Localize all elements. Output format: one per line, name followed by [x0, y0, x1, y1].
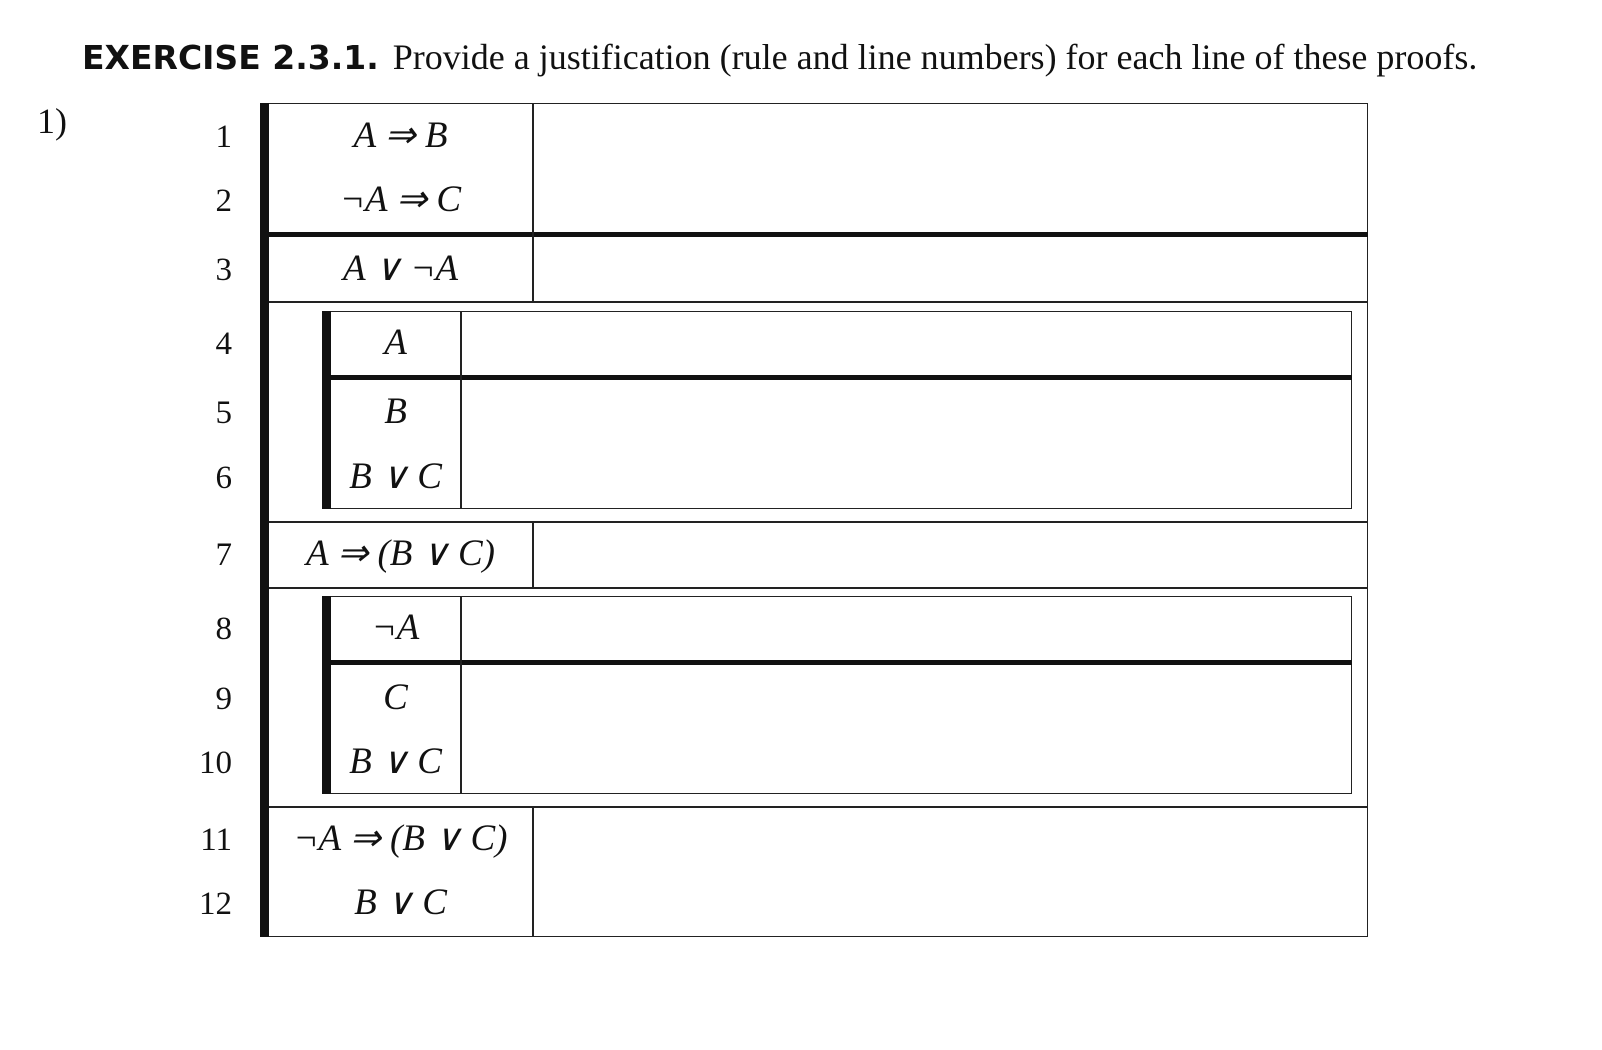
line-number: 3 [215, 252, 232, 288]
column-divider-top [532, 103, 534, 301]
formula-cell: B ∨ C [349, 741, 442, 782]
problem-number: 1) [37, 101, 67, 141]
line-number: 9 [215, 681, 232, 717]
formula-cell: A ⇒ B [353, 115, 448, 156]
justification-cell-1[interactable] [535, 105, 1365, 165]
justification-cell-9[interactable] [463, 667, 1350, 727]
row-separator [269, 521, 1368, 523]
line-number: 2 [215, 183, 232, 219]
column-divider-row7 [532, 521, 534, 588]
row-separator [269, 587, 1368, 589]
justification-cell-4[interactable] [463, 313, 1350, 373]
line-number: 1 [215, 119, 232, 155]
formula-cell: ¬A ⇒ C [339, 179, 462, 220]
subproof-1-column-divider [460, 311, 462, 509]
exercise-instruction: Provide a justification (rule and line numbers) for each line of these proofs. [392, 37, 1478, 77]
formula-cell: A ∨ ¬A [342, 248, 459, 289]
line-number: 10 [199, 745, 232, 781]
justification-cell-5[interactable] [463, 382, 1350, 442]
row-separator [269, 301, 1368, 303]
line-number: 11 [200, 822, 232, 858]
exercise-heading [82, 36, 1477, 78]
formula-cell: B [384, 391, 407, 432]
formula-cell: ¬A ⇒ (B ∨ C) [293, 818, 508, 859]
line-number: 5 [215, 395, 232, 431]
formula-cell: C [383, 677, 408, 718]
justification-cell-2[interactable] [535, 168, 1365, 230]
line-number: 8 [215, 611, 232, 647]
justification-cell-11[interactable] [535, 809, 1365, 871]
main-scope-bar [260, 103, 269, 937]
justification-cell-6[interactable] [463, 444, 1350, 506]
subproof-1-assumption-divider [322, 375, 1352, 380]
justification-cell-12[interactable] [535, 872, 1365, 934]
line-number: 4 [215, 326, 232, 362]
formula-cell: B ∨ C [354, 882, 447, 923]
justification-cell-3[interactable] [535, 239, 1365, 299]
subproof-2-column-divider [460, 596, 462, 794]
line-number: 6 [215, 460, 232, 496]
column-divider-bottom [532, 806, 534, 937]
subproof-2-assumption-divider [322, 660, 1352, 665]
row-separator [269, 806, 1368, 808]
formula-cell: A ⇒ (B ∨ C) [306, 533, 495, 574]
premise-divider [260, 232, 1368, 237]
justification-cell-8[interactable] [463, 598, 1350, 658]
exercise-label: EXERCISE 2.3.1. [82, 38, 379, 77]
subproof-1-scope-bar [322, 311, 331, 509]
justification-cell-7[interactable] [535, 524, 1365, 585]
line-number: 12 [199, 886, 232, 922]
formula-cell: ¬A [371, 607, 420, 648]
formula-cell: A [384, 322, 407, 363]
justification-cell-10[interactable] [463, 729, 1350, 791]
line-number: 7 [215, 537, 232, 573]
formula-cell: B ∨ C [349, 456, 442, 497]
subproof-2-scope-bar [322, 596, 331, 794]
